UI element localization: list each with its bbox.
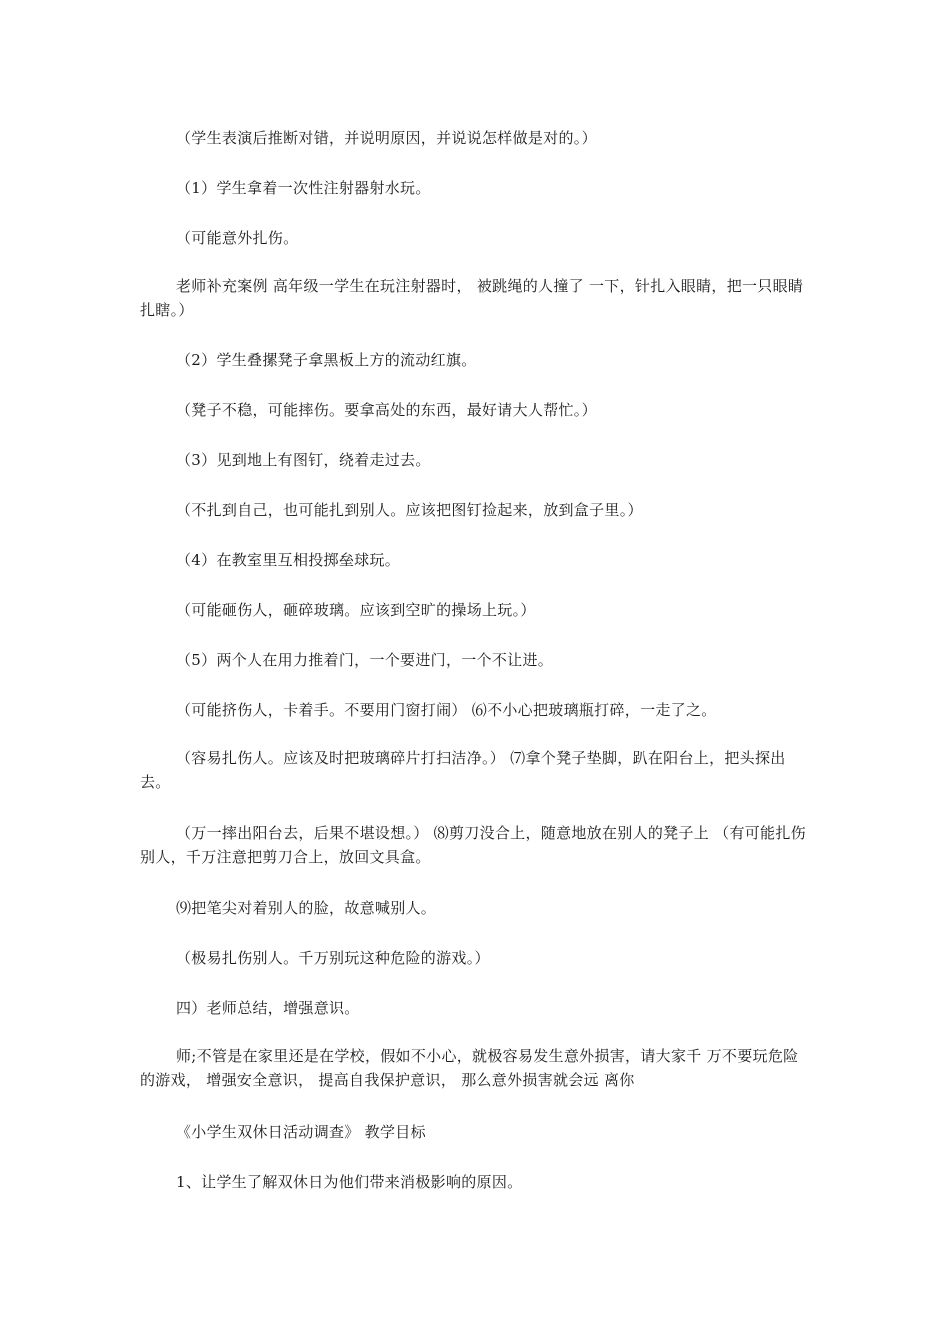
paragraph-12: （可能挤伤人，卡着手。不要用门窗打闹） ⑹不小心把玻璃瓶打碎，一走了之。 [176, 701, 717, 719]
paragraph-14: （万一摔出阳台去，后果不堪设想。） ⑻剪刀没合上，随意地放在别人的凳子上 （有可能扎伤别人，千万注意把剪刀合上，放回文具盒。 [140, 824, 806, 866]
paragraph-20: 1、让学生了解双休日为他们带来消极影响的原因。 [176, 1173, 523, 1191]
paragraph-5: （2）学生叠摞凳子拿黑板上方的流动红旗。 [176, 351, 477, 369]
paragraph-4: 老师补充案例 高年级一学生在玩注射器时， 被跳绳的人撞了 一下，针扎入眼睛，把一只眼睛扎瞎。） [140, 277, 804, 319]
paragraph-16: （极易扎伤别人。千万别玩这种危险的游戏。） [176, 949, 490, 967]
paragraph-18: 师;不管是在家里还是在学校，假如不小心，就极容易发生意外损害，请大家千 万不要玩危险的游戏， 增强安全意识， 提高自我保护意识， 那么意外损害就会远 离你 [140, 1047, 799, 1089]
paragraph-6: （凳子不稳，可能摔伤。要拿高处的东西，最好请大人帮忙。） [176, 401, 597, 419]
paragraph-3: （可能意外扎伤。 [176, 229, 299, 247]
paragraph-10: （可能砸伤人，砸碎玻璃。应该到空旷的操场上玩。） [176, 601, 536, 619]
paragraph-19: 《小学生双休日活动调查》 教学目标 [176, 1123, 426, 1141]
paragraph-17: 四）老师总结，增强意识。 [176, 999, 360, 1017]
paragraph-11: （5）两个人在用力推着门，一个要进门，一个不让进。 [176, 651, 554, 669]
paragraph-13: （容易扎伤人。应该及时把玻璃碎片打扫洁净。） ⑺拿个凳子垫脚，趴在阳台上，把头探出去。 [140, 749, 786, 791]
paragraph-2: （1）学生拿着一次性注射器射水玩。 [176, 179, 431, 197]
paragraph-8: （不扎到自己，也可能扎到别人。应该把图钉捡起来，放到盒子里。） [176, 501, 643, 519]
paragraph-1: （学生表演后推断对错，并说明原因，并说说怎样做是对的。） [176, 129, 597, 147]
paragraph-9: （4）在教室里互相投掷垒球玩。 [176, 551, 401, 569]
paragraph-15: ⑼把笔尖对着别人的脸，故意喊别人。 [176, 899, 437, 917]
paragraph-7: （3）见到地上有图钉，绕着走过去。 [176, 451, 431, 469]
